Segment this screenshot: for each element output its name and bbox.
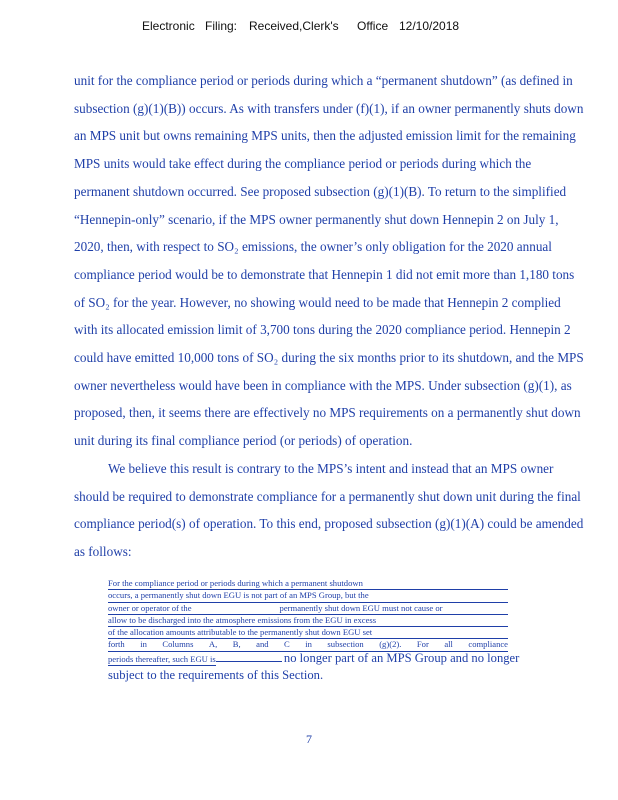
- amendment-line: subject to the requirements of this Section.: [108, 668, 324, 682]
- amendment-line: [108, 603, 508, 615]
- body-line: permanent shutdown occurred. See proposed subsection (g)(1)(B). To return to the simplified: [74, 183, 567, 199]
- header-electronic: Electronic: [142, 19, 195, 33]
- proposed-amendment: [108, 578, 520, 682]
- amendment-text: permanently shut down EGU must not cause or: [279, 602, 443, 613]
- amendment-word: Columns: [162, 639, 194, 650]
- para2-line: We believe this result is contrary to the MPS’s intent and instead that an MPS owner: [108, 460, 554, 476]
- amendment-word: For: [416, 639, 429, 650]
- header-filing: Filing:: [205, 19, 238, 33]
- amendment-line: of the allocation amounts attributable to the permanently shut down EGU set: [108, 627, 508, 639]
- amendment-word: forth: [108, 639, 125, 650]
- efiling-header: [0, 19, 618, 37]
- body-line: MPS units would take effect during the compliance period or periods during which the: [74, 156, 532, 172]
- body-line: proposed, then, it seems there are effectively no MPS requirements on a permanently shut down: [74, 405, 581, 421]
- amendment-word: all: [444, 639, 453, 650]
- body-line: of SO₂ for the year. However, no showing would need to be made that Hennepin 2 complied: [74, 294, 561, 310]
- body-line: with its allocated emission limit of 3,700 tons during the 2020 compliance period. Hennepin 2: [74, 322, 571, 338]
- amendment-word: in: [140, 639, 147, 650]
- header-office: Office: [357, 19, 389, 33]
- para2-line: as follows:: [74, 543, 132, 559]
- body-line: 2020, then, with respect to SO₂ emissions, the owner’s only obligation for the 2020 annual: [74, 239, 552, 255]
- header-date: 12/10/2018: [399, 19, 460, 33]
- body-line: unit for the compliance period or periods during which a “permanent shutdown” (as defined in: [74, 73, 573, 88]
- amendment-word: (g)(2).: [379, 639, 402, 650]
- page-number: 7: [306, 732, 312, 746]
- amendment-line: For the compliance period or periods during which a permanent shutdown: [108, 578, 508, 590]
- para2-line: should be required to demonstrate compliance for a permanently shut down unit during the final: [74, 488, 581, 504]
- body-line: could have emitted 10,000 tons of SO₂ during the six months prior to its shutdown, and the MPS: [74, 350, 584, 366]
- body-line: compliance period would be to demonstrate that Hennepin 1 did not emit more than 1,180 tons: [74, 266, 575, 282]
- amendment-word: subsection: [327, 639, 364, 650]
- amendment-text: periods thereafter, such EGU is: [108, 653, 216, 664]
- amendment-line: allow to be discharged into the atmosphere emissions from the EGU in excess: [108, 615, 508, 627]
- amendment-word: B,: [232, 639, 241, 650]
- amendment-line: occurs, a permanently shut down EGU is not part of an MPS Group, but the: [108, 590, 508, 602]
- amendment-word: A,: [208, 639, 218, 650]
- para2-line: compliance period(s) of operation. To this end, proposed subsection (g)(1)(A) could be amended: [74, 516, 584, 532]
- amendment-word: and: [256, 639, 269, 650]
- amendment-text: no longer part of an MPS Group and no longer: [283, 650, 520, 665]
- body-line: an MPS unit but owns remaining MPS units, then the adjusted emission limit for the remaining: [74, 128, 576, 144]
- amendment-word: in: [305, 639, 312, 650]
- amendment-word: C: [284, 639, 290, 650]
- header-received: Received,Clerk's: [249, 19, 339, 33]
- amendment-text: owner or operator of the: [108, 602, 192, 613]
- body-line: subsection (g)(1)(B)) occurs. As with transfers under (f)(1), if an owner permanently shuts down: [74, 100, 584, 116]
- body-line: owner nevertheless would have been in compliance with the MPS. Under subsection (g)(1), as: [74, 377, 572, 393]
- amendment-line: [108, 650, 520, 665]
- body-line: unit during its final compliance period (or periods) of operation.: [74, 433, 413, 449]
- body-line: “Hennepin-only” scenario, if the MPS owner permanently shut down Hennepin 2 on July 1,: [74, 211, 559, 227]
- body-text: [74, 67, 600, 566]
- amendment-word: compliance: [468, 639, 508, 650]
